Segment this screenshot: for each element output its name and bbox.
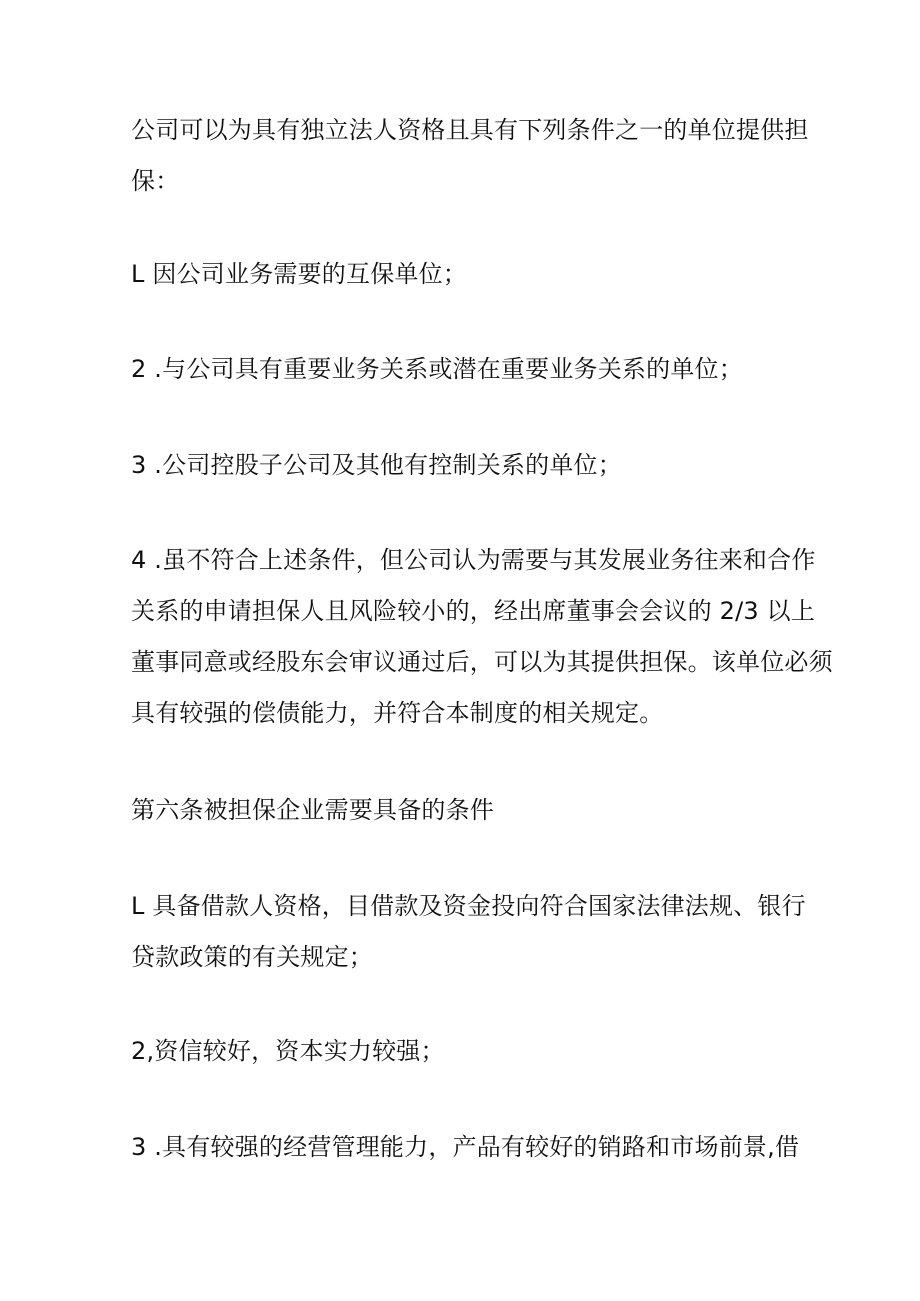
condition-item-1 [131,881,806,983]
paragraph-guarantee-eligibility [131,105,809,207]
text-line: 2,资信较好，资本实力较强； [131,1037,445,1065]
text-line: 公司可以为具有独立法人资格且具有下列条件之一的单位提供担 [131,116,809,144]
text-line: 董事同意或经股东会审议通过后，可以为其提供担保。该单位必须 [131,648,833,676]
text-line: L 因公司业务需要的互保单位； [131,260,467,288]
text-line: L 具备借款人资格，目借款及资金投向符合国家法律法规、银行 [131,892,806,920]
text-line: 贷款政策的有关规定； [131,943,373,971]
list-item-4 [131,535,833,739]
list-item-2 [131,344,796,395]
text-line: 关系的申请担保人且风险较小的，经出席董事会会议的 2/3 以上 [131,597,816,625]
text-line: 保： [131,167,180,195]
text-line: 第六条被担保企业需要具备的条件 [131,796,494,824]
condition-item-2 [131,1026,796,1077]
condition-item-3 [131,1122,800,1173]
section-heading-article-6 [131,785,796,836]
list-item-3 [131,440,796,491]
text-line: 4 .虽不符合上述条件，但公司认为需要与其发展业务往来和合作 [131,546,816,574]
text-line: 3 .公司控股子公司及其他有控制关系的单位； [131,451,622,479]
text-line: 2 .与公司具有重要业务关系或潜在重要业务关系的单位； [131,355,743,383]
list-item-1 [131,249,796,300]
text-line: 具有较强的偿债能力，并符合本制度的相关规定。 [131,699,664,727]
text-line: 3 .具有较强的经营管理能力，产品有较好的销路和市场前景,借 [131,1133,800,1161]
